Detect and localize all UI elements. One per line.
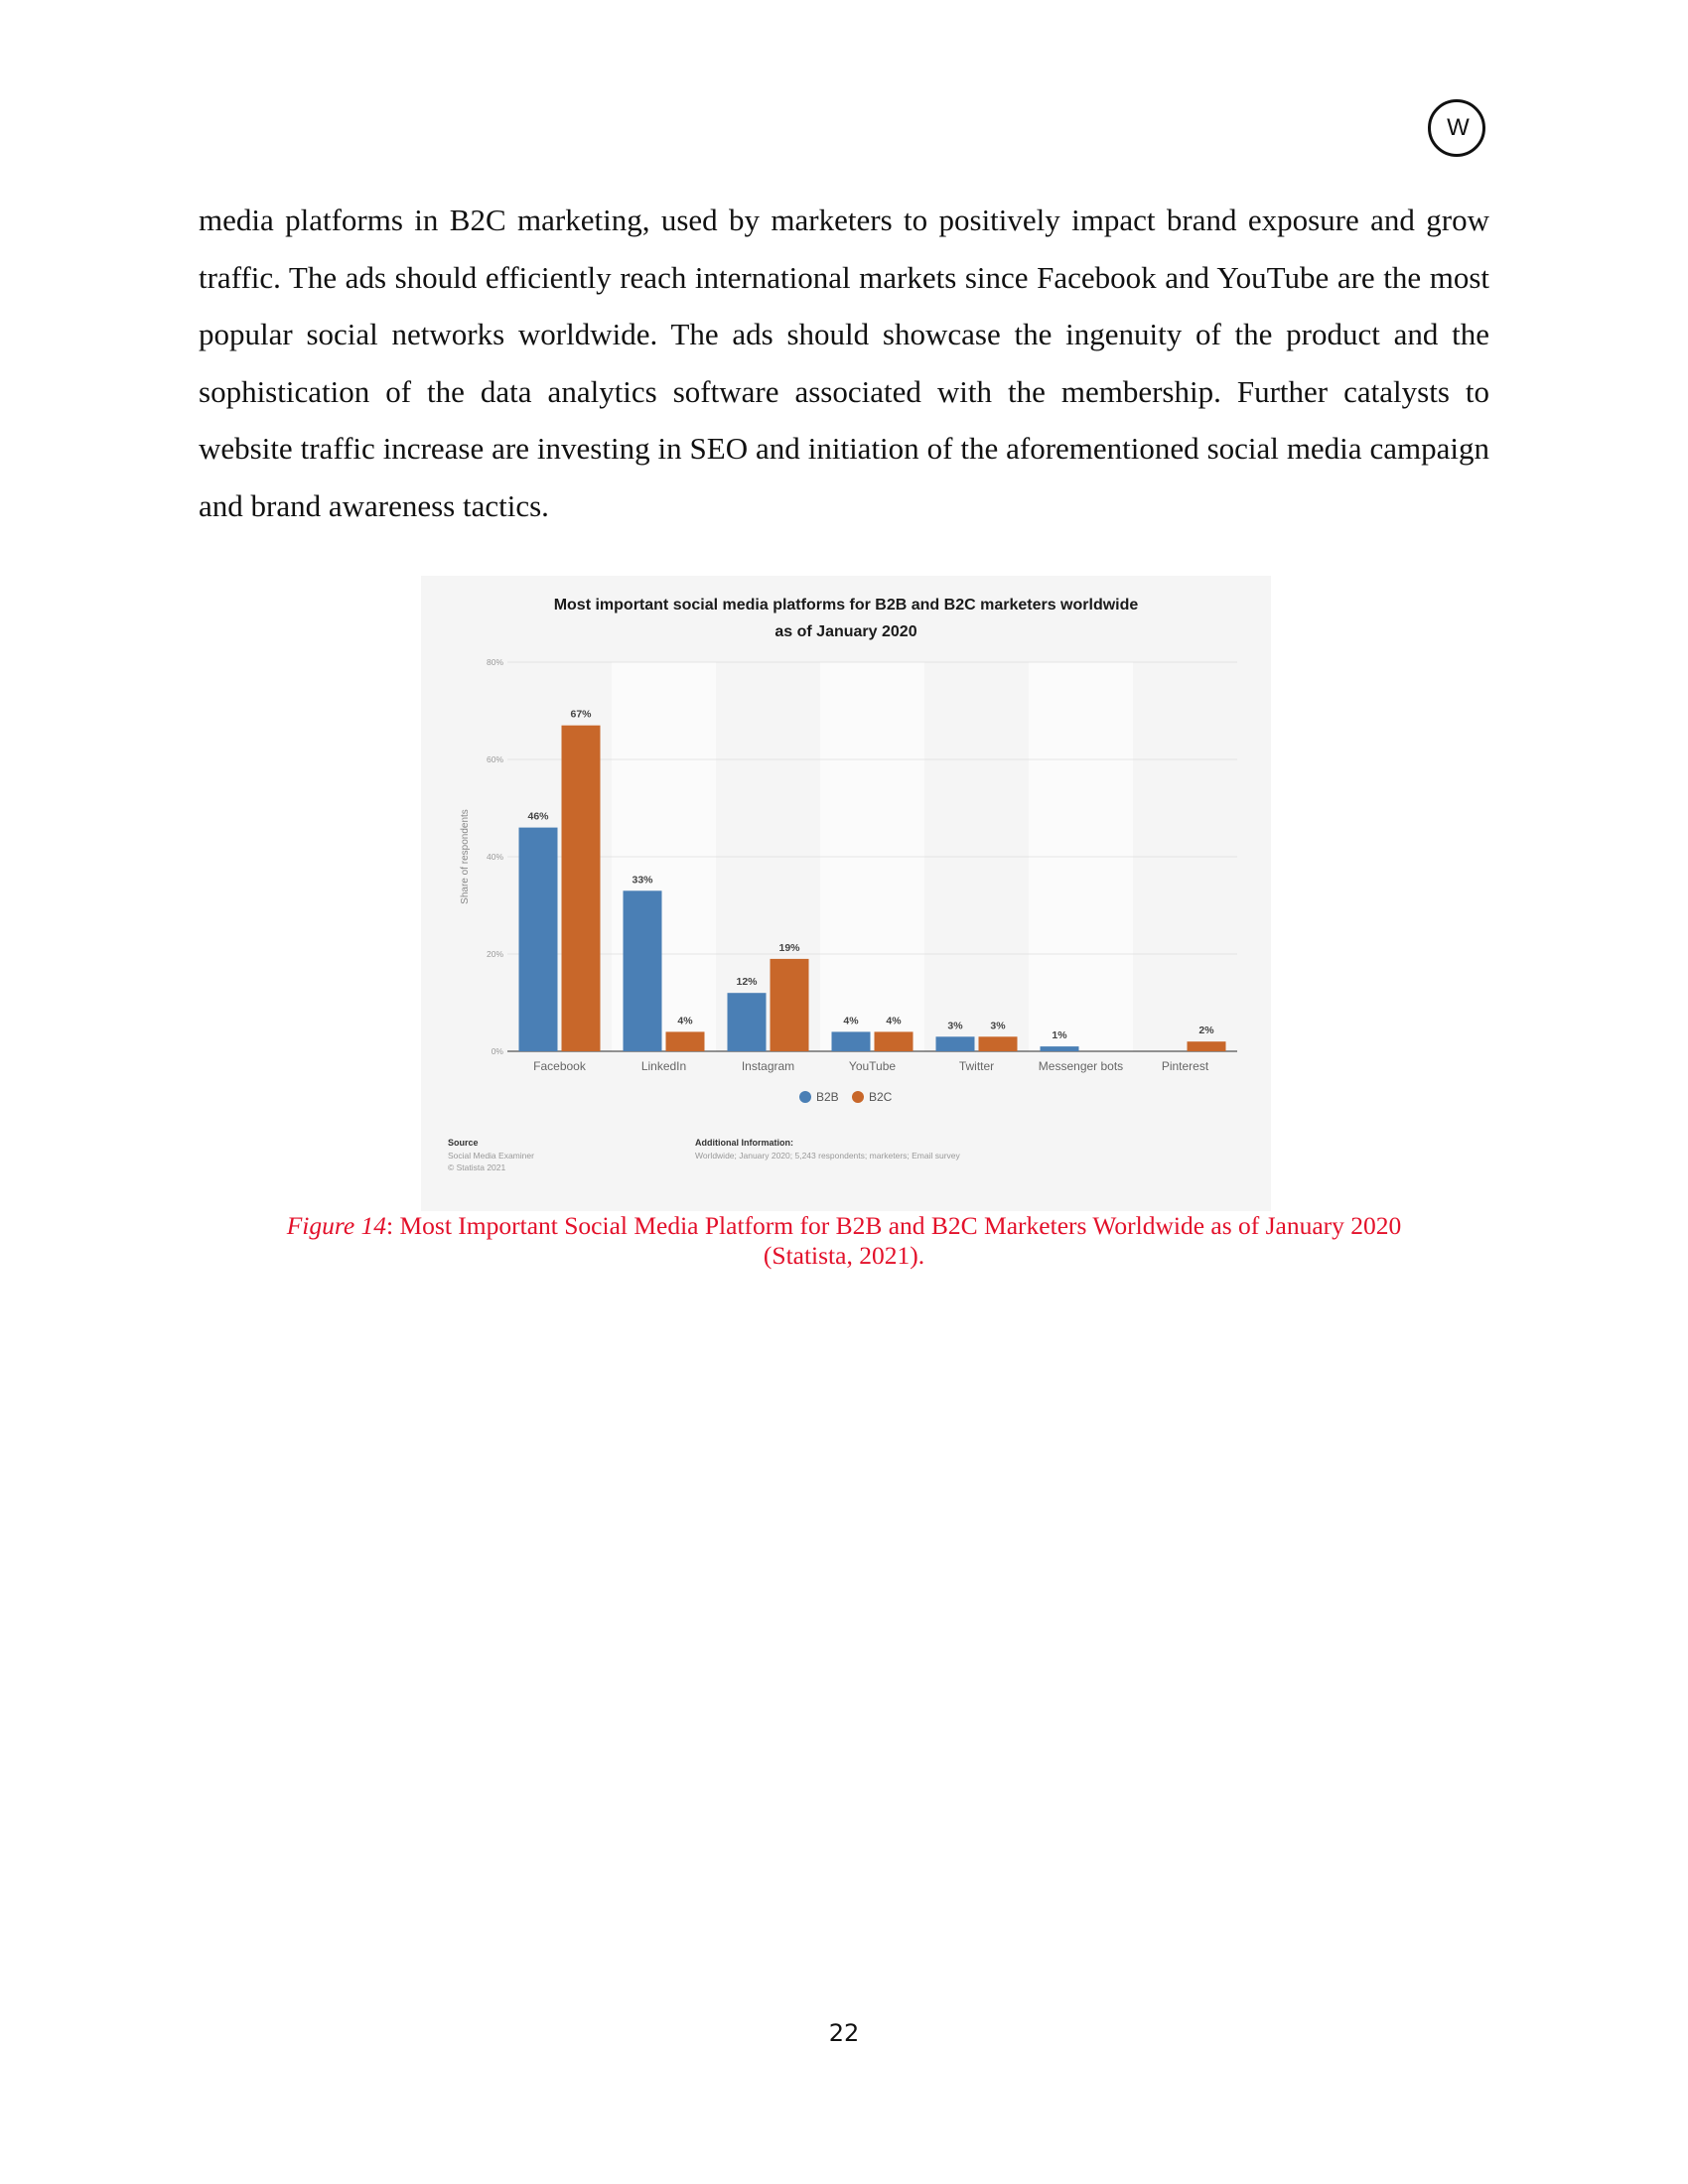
bar-b2c-linkedin xyxy=(666,1031,705,1051)
chart-figure xyxy=(421,576,1271,1211)
x-category-label: YouTube xyxy=(848,1059,897,1073)
data-label: 3% xyxy=(990,1020,1006,1032)
data-label: 46% xyxy=(527,810,549,823)
legend-label-b2b: B2B xyxy=(816,1090,839,1104)
x-category-label: Twitter xyxy=(958,1059,995,1073)
logo-text: W xyxy=(1447,114,1467,141)
y-tick-label: 40% xyxy=(486,852,503,862)
legend-label-b2c: B2C xyxy=(869,1090,893,1104)
body-text xyxy=(199,192,1489,534)
x-category-label: Instagram xyxy=(741,1059,795,1073)
bar-b2b-youtube xyxy=(832,1031,871,1051)
additional-info-heading: Additional Information: xyxy=(695,1138,793,1148)
chart-title-line1: Most important social media platforms for B2B and B2C marketers worldwide xyxy=(553,597,1139,614)
source-line: Social Media Examiner xyxy=(448,1151,534,1160)
data-label: 33% xyxy=(632,874,653,887)
page-number: 22 xyxy=(828,2019,860,2047)
body-paragraph: media platforms in B2C marketing, used by marketers to positively impact brand exposure and grow traffic. The ads should efficiently reach international markets since Facebook and YouTube are the most popular social networks worldwide. The ads should showcase the ingenuity of the product and the sophistication of the data analytics software associated with the membership. Further catalysts to website traffic increase are investing in SEO and initiation of the aforementioned social media campaign and brand awareness tactics. xyxy=(199,203,1489,523)
y-tick-label: 80% xyxy=(486,657,503,667)
bar-b2b-messenger-bots xyxy=(1041,1046,1079,1051)
x-category-label: Messenger bots xyxy=(1038,1059,1124,1073)
bar-b2c-facebook xyxy=(562,726,601,1051)
source-line: © Statista 2021 xyxy=(448,1162,506,1172)
legend-marker-b2c xyxy=(852,1091,864,1103)
x-category-label: Facebook xyxy=(533,1059,586,1073)
caption-line2: (Statista, 2021). xyxy=(763,1241,925,1270)
figure-caption xyxy=(199,1211,1489,1271)
bar-b2c-twitter xyxy=(979,1036,1018,1051)
bar-b2c-pinterest xyxy=(1188,1041,1226,1051)
x-category-label: Pinterest xyxy=(1161,1059,1209,1073)
bar-b2c-youtube xyxy=(875,1031,914,1051)
data-label: 12% xyxy=(736,976,758,989)
bar-b2b-instagram xyxy=(728,993,767,1051)
source-heading: Source xyxy=(448,1138,479,1148)
data-label: 1% xyxy=(1052,1029,1067,1042)
data-label: 4% xyxy=(677,1015,693,1027)
bar-b2b-linkedin xyxy=(624,890,662,1051)
bar-b2c-instagram xyxy=(771,959,809,1051)
bar-b2b-facebook xyxy=(519,828,558,1051)
bar-chart xyxy=(421,576,1271,1211)
y-tick-label: 20% xyxy=(486,949,503,959)
data-label: 3% xyxy=(947,1020,963,1032)
bar-b2b-twitter xyxy=(936,1036,975,1051)
y-tick-label: 60% xyxy=(486,754,503,764)
x-category-label: LinkedIn xyxy=(640,1059,687,1073)
data-label: 2% xyxy=(1198,1024,1214,1037)
logo-icon xyxy=(1428,99,1485,157)
data-label: 4% xyxy=(843,1015,859,1027)
data-label: 19% xyxy=(778,941,800,954)
caption-text: : Most Important Social Media Platform for B2B and B2C Marketers Worldwide as of January 2020 xyxy=(386,1211,1402,1240)
data-label: 4% xyxy=(886,1015,902,1027)
chart-title-line2: as of January 2020 xyxy=(774,623,917,640)
additional-info-text: Worldwide; January 2020; 5,243 respondents; marketers; Email survey xyxy=(695,1151,960,1160)
y-axis-label: Share of respondents xyxy=(460,809,471,904)
caption-label: Figure 14 xyxy=(286,1211,387,1240)
data-label: 67% xyxy=(570,708,592,721)
legend-marker-b2b xyxy=(799,1091,811,1103)
y-tick-label: 0% xyxy=(491,1046,503,1056)
